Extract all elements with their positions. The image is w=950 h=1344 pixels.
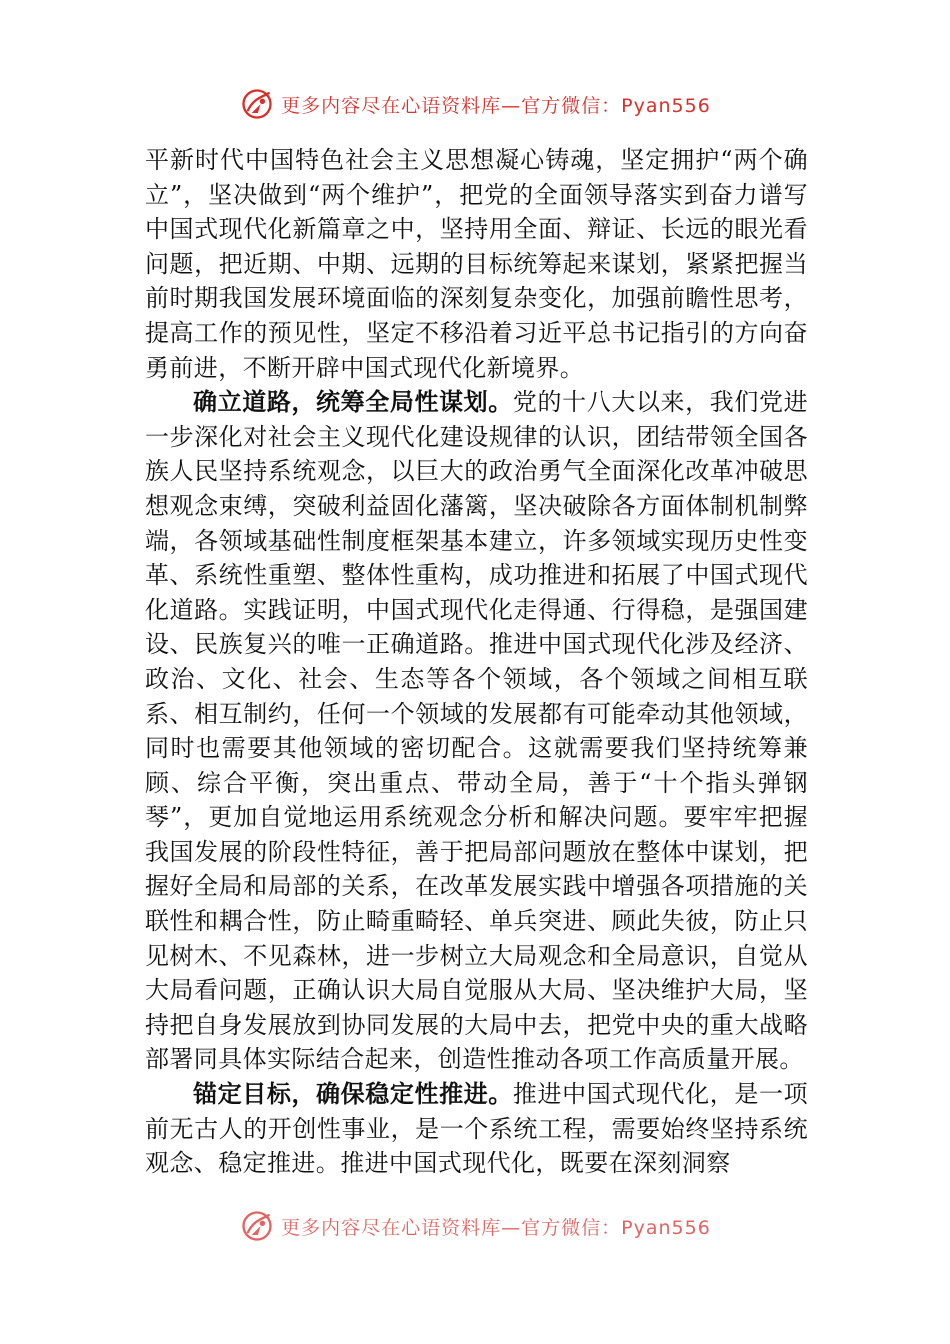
paragraph-2-lead: 确立道路，统筹全局性谋划。 <box>193 388 513 417</box>
watermark-text: 更多内容尽在心语资料库—官方微信：Pyan556 <box>281 1216 711 1239</box>
watermark-text: 更多内容尽在心语资料库—官方微信：Pyan556 <box>281 94 711 117</box>
footer-watermark <box>0 1206 950 1246</box>
paragraph-2 <box>145 385 808 1077</box>
document-body <box>145 143 808 1181</box>
paragraph-3 <box>145 1077 808 1181</box>
paragraph-2-body: 党的十八大以来，我们党进一步深化对社会主义现代化建设规律的认识，团结带领全国各族人民坚持系统观念，以巨大的政治勇气全面深化改革冲破思想观念束缚，突破利益固化藩篱，坚决破除各方面体制机制弊端，各领域基础性制度框架基本建立，许多领域实现历史性变革、系统性重塑、整体性重构，成功推进和拓展了中国式现代化道路。实践证明，中国式现代化走得通、行得稳，是强国建设、民族复兴的唯一正确道路。推进中国式现代化涉及经济、政治、文化、社会、生态等各个领域，各个领域之间相互联系、相互制约，任何一个领域的发展都有可能牵动其他领域，同时也需要其他领域的密切配合。这就需要我们坚持统筹兼顾、综合平衡，突出重点、带动全局，善于“十个指头弹钢琴”，更加自觉地运用系统观念分析和解决问题。要牢牢把握我国发展的阶段性特征，善于把局部问题放在整体中谋划，把握好全局和局部的关系，在改革发展实践中增强各项措施的关联性和耦合性，防止畸重畸轻、单兵突进、顾此失彼，防止只见树木、不见森林，进一步树立大局观念和全局意识，自觉从大局看问题，正确认识大局自觉服从大局、坚决维护大局，坚持把自身发展放到协同发展的大局中去，把党中央的重大战略部署同具体实际结合起来，创造性推动各项工作高质量开展。 <box>145 388 808 1074</box>
brand-logo-icon <box>239 86 275 122</box>
paragraph-3-lead: 锚定目标，确保稳定性推进。 <box>193 1080 513 1109</box>
paragraph-3-body: 推进中国式现代化，是一项前无古人的开创性事业，是一个系统工程，需要始终坚持系统观念、稳定推进。推进中国式现代化，既要在深刻洞察 <box>145 1080 808 1178</box>
brand-logo-icon <box>239 1208 275 1244</box>
paragraph-1-body: 平新时代中国特色社会主义思想凝心铸魂，坚定拥护“两个确立”，坚决做到“两个维护”，把党的全面领导落实到奋力谱写中国式现代化新篇章之中，坚持用全面、辩证、长远的眼光看问题，把近期、中期、远期的目标统筹起来谋划，紧紧把握当前时期我国发展环境面临的深刻复杂变化，加强前瞻性思考，提高工作的预见性，坚定不移沿着习近平总书记指引的方向奋勇前进，不断开辟中国式现代化新境界。 <box>145 146 808 382</box>
header-watermark <box>0 84 950 124</box>
paragraph-1 <box>145 143 808 385</box>
